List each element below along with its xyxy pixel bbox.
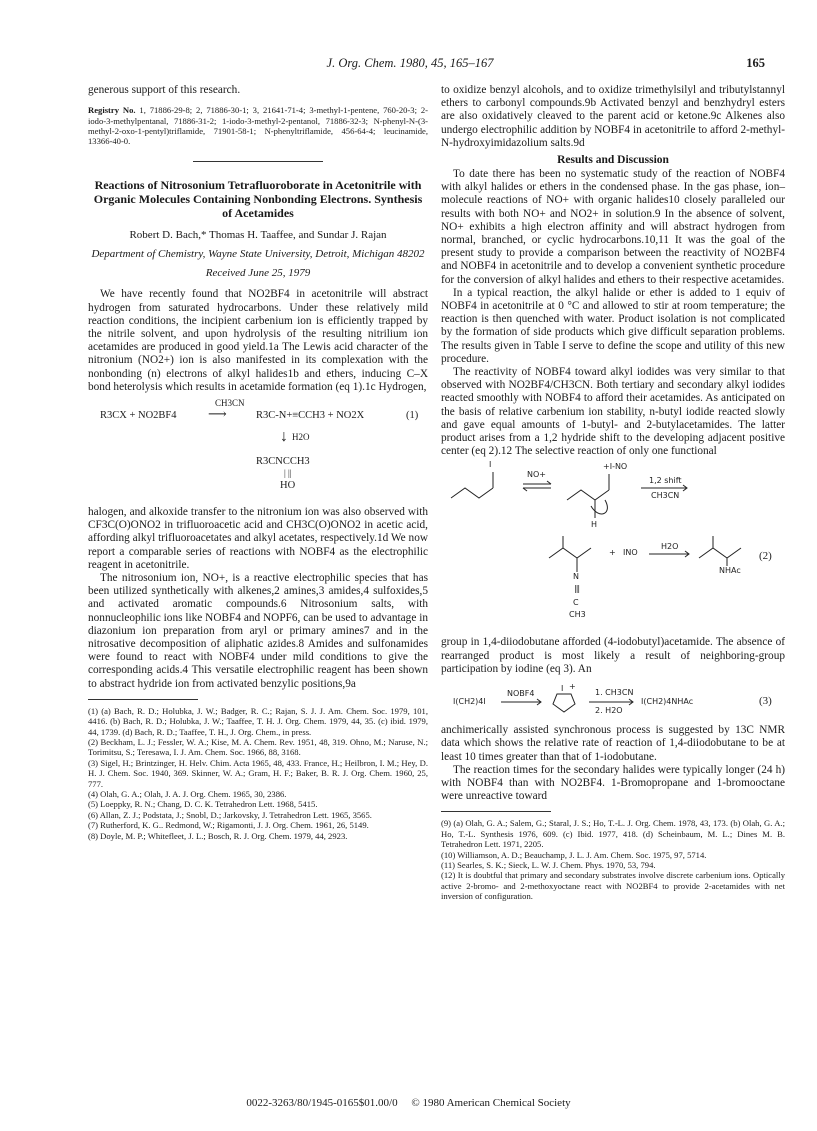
scheme-shift-label: 1,2 shift: [649, 476, 682, 486]
journal-year-volume: 1980, 45, 165–167: [399, 56, 494, 70]
scheme-equation-2: [441, 458, 785, 636]
left-column: [88, 84, 428, 841]
eq1-arrow: ⟶: [208, 405, 227, 421]
separator-rule: [193, 161, 323, 162]
footnote-10: (10) Williamson, A. D.; Beauchamp, J. L. J. Am. Chem. Soc. 1975, 97, 5714.: [441, 849, 707, 860]
received-date: Received June 25, 1979: [205, 267, 311, 280]
eq1-hydroxy: HO: [280, 479, 296, 491]
footnote-6: (6) Allan, Z. J.; Podstata, J.; Snobl, D.; Jarkovsky, J. Tetrahedron Lett. 1965, 3565.: [88, 809, 372, 820]
eq1-number: (1): [406, 409, 419, 421]
eq3-number: (3): [759, 695, 772, 708]
eq3-reagent: NOBF4: [507, 689, 535, 699]
paragraph-anchimeric: anchimerically assisted synchronous process is suggested by 13C NMR data which shows the relative rate of reaction of 1,4-diiodobutane to be at least 10 times greater than that of 1-iodobutane.: [441, 724, 785, 763]
eq3-ring-charge: +: [569, 682, 576, 692]
eq1-arrow-label: CH3CN: [215, 397, 245, 408]
footnote-4: (4) Olah, G. A.; Olah, J. A. J. Org. Chem. 1965, 30, 2386.: [88, 789, 287, 800]
scheme-eq-number: (2): [759, 550, 772, 563]
paragraph-selective: group in 1,4-diiodobutane afforded (4-iodobutyl)acetamide. The absence of rearranged product is most likely a result of neighboring-group participation by iodine (eq 3). An: [441, 636, 785, 675]
registry-numbers: [88, 105, 428, 147]
scheme-iodine-1: I: [489, 460, 492, 470]
footnote-8: (8) Doyle, M. P.; Whitefleet, J. L.; Bosch, R. J. Org. Chem. 1979, 44, 2923.: [88, 830, 348, 841]
scheme-triple-bond: |||: [574, 584, 580, 594]
eq3-reactant: I(CH2)4I: [453, 697, 486, 707]
eq3-step-1: 1. CH3CN: [595, 688, 634, 698]
eq3-ring-iodine: I: [561, 684, 564, 694]
paragraph-oxidize: to oxidize benzyl alcohols, and to oxidize trimethylsilyl and tributylstannyl ethers to carbonyl compounds.9b Activated benzyl and benzhydryl esters are also oxidatively cleaved to the parent acid or ketone.9c Alkenes also undergo electrophilic addition by NOBF4 in acetonitrile to afford 2-methyl-N-hydroxyimidazolium salts.9d: [441, 84, 785, 149]
footnote-5: (5) Loeppky, R. N.; Chang, D. C. K. Tetrahedron Lett. 1968, 5415.: [88, 799, 318, 810]
scheme-ino: INO: [623, 548, 638, 558]
scheme-nhac: NHAc: [719, 566, 741, 576]
footer-copyright: © 1980 American Chemical Society: [411, 1097, 571, 1109]
eq1-bonds: | ||: [284, 467, 292, 478]
scheme-nitrogen: N: [573, 572, 579, 582]
article-authors: Robert D. Bach,* Thomas H. Taaffee, and Sundar J. Rajan: [129, 228, 387, 241]
scheme-hydride: H: [591, 520, 598, 530]
paragraph-intro: We have recently found that NO2BF4 in acetonitrile will abstract hydrogen from saturated hydrocarbons. Under these relatively mild reaction conditions, the incipient carbenium ion is efficiently trapped by the nitrile solvent, and upon hydrolysis of the resulting nitrilium ion acetamides are produced in good yield.1a The Lewis acid character of the nitronium (NO2+) ion is also manifested in its complexation with the nonbonding (n) electrons of alkyl halides1b and ethers, inducing C–X bond heterolysis which results in acetamide formation (eq 1).1c Hydrogen,: [88, 288, 428, 393]
paragraph-typical-reaction: In a typical reaction, the alkyl halide or ether is added to 1 equiv of NOBF4 in acetonitrile at 0 °C and allowed to stir at room temperature; the reaction is then quenched with water. Product isolation is not complicated by the formation of side products which give difficult separation problems. The results given in Table I serve to define the scope and utility of this new procedure.: [441, 286, 785, 365]
registry-text: 1, 71886-29-8; 2, 71886-30-1; 3, 21641-71-4; 3-methyl-1-pentene, 760-20-3; 2-iodo-3-methylpentanal, 71886-31-2; 1-iodo-3-methyl-2-pentanol, 71886-32-3; N-phenyl-N-(3-methyl-2-oxo-1-pentyl)triflamide, 71901-58-1; N-phenyltriflamide, 456-64-4; leucinamide, 13366-40-0.: [88, 105, 428, 147]
scheme-carbon: C: [573, 598, 579, 608]
eq1-down-arrow: ↓: [280, 427, 288, 445]
footer-code: 0022-3263/80/1945-0165$01.00/0: [246, 1097, 398, 1109]
registry-label: Registry No.: [88, 105, 136, 116]
scheme-2-drawing: [441, 458, 785, 636]
right-column: [441, 84, 785, 902]
section-heading: Results and Discussion: [557, 154, 669, 167]
footnote-11: (11) Searles, S. K.; Sieck, L. W. J. Chem. Phys. 1970, 53, 794.: [441, 859, 656, 870]
scheme-methyl: CH3: [569, 610, 586, 620]
eq1-products: R3C-N+≡CCH3 + NO2X: [256, 409, 365, 421]
eq3-step-2: 2. H2O: [595, 706, 623, 716]
paragraph-to-date: To date there has been no systematic study of the reaction of NOBF4 with alkyl halides or ethers in the condensed phase. In the gas phase, ion–molecule reactions of NO+ with organic halides10 closely paralleled our results with both NO+ and NO2+ in solution.9 In the absence of solvent, NO+ exhibits a high electron affinity and will abstract hydrogen from normal, branched, or cyclic hydrocarbons.10,11 It was the goal of the present study to provide a comparison between the reactivity of NO2BF4 and NOBF4 in acetonitrile and to develop a convenient synthetic procedure for the conversion of alkyl halides and ethers to their respective acetamides.: [441, 168, 785, 286]
paragraph-halogen: halogen, and alkoxide transfer to the nitronium ion was also observed with CF3C(O)ONO2 in trifluoroacetic acid and CH3C(O)ONO2 in acetic acid, affording alkyl trifluoroacetates and alkyl acetates, respectively.1d We now report a comparable series of reactions with NOBF4 as the electrophilic reagent in acetonitrile.: [88, 505, 428, 571]
footnote-2: (2) Beckham, L. J.; Fessler, W. A.; Kise, M. A. Chem. Rev. 1951, 48, 319. Ohno, M.; Naruse, N.; Torimitsu, S.; Teresawa, I. J. Am. Chem. Soc. 1966, 88, 3168.: [88, 737, 428, 758]
equation-3: [441, 680, 785, 722]
running-head: [60, 56, 760, 71]
scheme-plus: +: [609, 548, 616, 558]
paragraph-nitrosonium: The nitrosonium ion, NO+, is a reactive electrophilic species that has been utilized synthetically with alkenes,2 amines,3 amides,4 sulfoxides,5 and activated aromatic compounds.6 Nitrosonium salts, with nonnucleophilic ions like NOBF4 and NOPF6, can be used to advantage in diazonium ion preparation from aryl or primary amines7 and in the nitrosative decomposition of aliphatic azides.8 Amides and sulfonamides were found to react with NOBF4 under mild conditions to give the corresponding acids.4 This versatile electrophilic reagent has been shown to abstract hydride ion from activated benzylic positions,9a: [88, 571, 428, 690]
footnote-7: (7) Rutherford, K. G.. Redmond, W.; Rigamonti, J. J. Org. Chem. 1961, 26, 5149.: [88, 820, 369, 831]
acknowledgment: generous support of this research.: [88, 84, 241, 96]
footnote-3: (3) Sigel, H.; Brintzinger, H. Helv. Chim. Acta 1965, 48, 433. France, H.; Heilbron, I. M.; Hey, D. H. J. Chem. Soc. 1940, 369. Skinner, W. A.; Gram, H. F.; Baker, B. R. J. Org. Chem. 1960, 25, 777.: [88, 757, 428, 789]
equation-1: [88, 394, 428, 506]
eq1-reactants: R3CX + NO2BF4: [100, 409, 177, 421]
eq3-product: I(CH2)4NHAc: [641, 697, 694, 707]
page-number: 165: [746, 56, 765, 70]
footnote-rule-right: [441, 811, 551, 812]
footnote-rule: [88, 699, 198, 700]
journal-name: J. Org. Chem.: [326, 56, 397, 70]
page-footer: [0, 1097, 817, 1109]
footnote-1: (1) (a) Bach, R. D.; Holubka, J. W.; Badger, R. C.; Rajan, S. J. J. Am. Chem. Soc. 1979, 101, 4416. (b) Bach, R. D.; Holubka, J. W.; Taaffee, T. H. J. Org. Chem. 1979, 44, 35. (c) ibid. 1979, 44, 1739. (d) Bach, R. D.; Taaffee, T. H., J. Org. Chem., in press.: [88, 705, 428, 737]
scheme-no-plus: NO+: [527, 470, 546, 480]
scheme-water: H2O: [661, 542, 679, 552]
footnote-12: (12) It is doubtful that primary and secondary substrates involve discrete carbenium ions. Optically active 2-bromo- and 2-methoxyoctane react with NO2BF4 to provide 2-acetamides with net inversion of configuration.: [441, 870, 785, 902]
footnote-9: (9) (a) Olah, G. A.; Salem, G.; Staral, J. S.; Ho, T.-L. J. Org. Chem. 1978, 43, 173. (b) Olah, G. A.; Ho, T.-L. Synthesis 1976, 609. (c) Ibid. 1977, 418. (d) Scheinbaum, M. L.; Dines M. B. Tetrahedron Lett. 1971, 2205.: [441, 818, 785, 850]
equation-3-drawing: [441, 680, 785, 722]
paragraph-reactivity: The reactivity of NOBF4 toward alkyl iodides was very similar to that observed with NO2BF4/CH3CN. Both tertiary and secondary alkyl iodides reacted smoothly with NOBF4 to afford their acetamides. As anticipated on the basis of relative carbenium ion stability, n-butyl iodide reacted slowly and gave equal amounts of 1-butyl- and 2-butylacetamides. The latter product arises from a 1,2 hydride shift to the developing adjacent positive center (eq 2).12 The selective reaction of only one functional: [441, 366, 785, 458]
eq1-acetamide: R3CNCCH3: [256, 455, 310, 467]
scheme-solvent-label: CH3CN: [651, 491, 680, 501]
scheme-iodo-nitroso: +I-NO: [603, 462, 628, 472]
paragraph-reaction-times: The reaction times for the secondary halides were typically longer (24 h) with NOBF4 than with NO2BF4. 1-Bromopropane and 1-bromooctane were unreactive toward: [441, 763, 785, 803]
article-affiliation: Department of Chemistry, Wayne State University, Detroit, Michigan 48202: [91, 247, 425, 260]
article-title: Reactions of Nitrosonium Tetrafluoroborate in Acetonitrile with Organic Molecules Containing Nonbonding Electrons. Synthesis of Acetamides: [93, 177, 423, 220]
eq1-h2o: H2O: [292, 431, 310, 442]
